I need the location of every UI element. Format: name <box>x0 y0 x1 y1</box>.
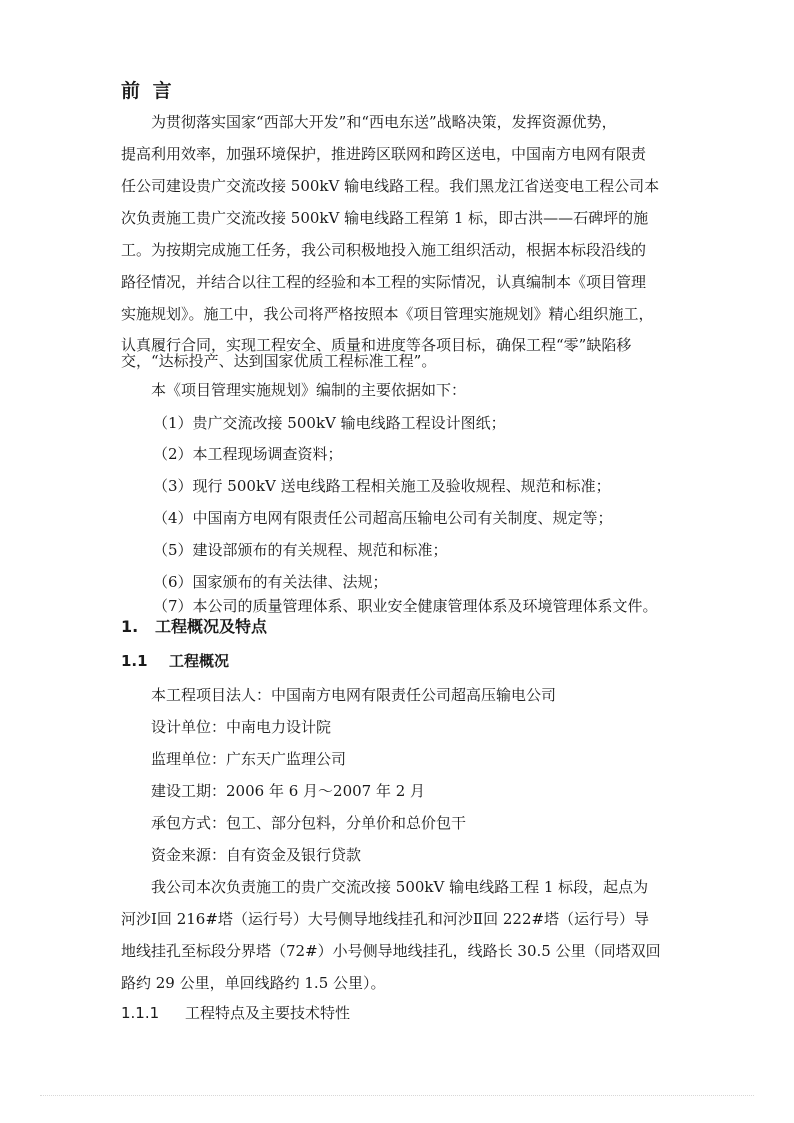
section-1-1-number: 1.1 <box>121 652 148 670</box>
preface-title: 前 言 <box>121 80 175 102</box>
basis-item-4: （4）中国南方电网有限责任公司超高压输电公司有关制度、规定等； <box>153 509 613 527</box>
basis-item-5: （5）建设部颁布的有关规程、规范和标准； <box>153 541 448 559</box>
section-1-title: 工程概况及特点 <box>155 617 268 636</box>
basis-item-3: （3）现行 500kV 送电线路工程相关施工及验收规程、规范和标准； <box>153 477 611 495</box>
preface-line-8: 认真履行合同，实现工程安全、质量和进度等各项目标，确保工程“零”缺陷移 <box>121 336 632 354</box>
section-1-1-1-title: 工程特点及主要技术特性 <box>185 1004 351 1022</box>
section-1-1-heading <box>121 650 229 671</box>
field-design-unit: 设计单位：中南电力设计院 <box>151 718 332 736</box>
section-1-heading <box>121 614 267 637</box>
field-contract-mode: 承包方式：包工、部分包料，分单价和总价包干 <box>151 814 467 832</box>
field-project-owner: 本工程项目法人：中国南方电网有限责任公司超高压输电公司 <box>151 686 557 704</box>
basis-item-6: （6）国家颁布的有关法律、法规； <box>153 573 388 591</box>
scope-line-2: 河沙Ⅰ回 216#塔（运行号）大号侧导地线挂孔和河沙Ⅱ回 222#塔（运行号）导 <box>121 910 650 928</box>
scope-line-3: 地线挂孔至标段分界塔（72#）小号侧导地线挂孔，线路长 30.5 公里（同塔双回 <box>121 942 661 960</box>
preface-line-9: 交，“达标投产、达到国家优质工程标准工程”。 <box>121 352 437 370</box>
preface-line-4: 次负责施工贵广交流改接 500kV 输电线路工程第 1 标，即古洪——石碑坪的施 <box>121 209 649 227</box>
scope-line-1: 我公司本次负责施工的贵广交流改接 500kV 输电线路工程 1 标段，起点为 <box>151 878 649 896</box>
field-supervision-unit: 监理单位：广东天广监理公司 <box>151 750 347 768</box>
section-1-number: 1. <box>121 617 139 636</box>
section-1-1-title: 工程概况 <box>169 652 230 670</box>
basis-item-2: （2）本工程现场调查资料； <box>153 445 343 463</box>
page-divider <box>40 1095 754 1097</box>
basis-item-1: （1）贵广交流改接 500kV 输电线路工程设计图纸； <box>153 414 506 432</box>
preface-line-7: 实施规划》。施工中，我公司将严格按照本《项目管理实施规划》精心组织施工， <box>121 305 654 323</box>
preface-line-2: 提高利用效率，加强环境保护，推进跨区联网和跨区送电，中国南方电网有限责 <box>121 145 647 163</box>
preface-line-5: 工。为按期完成施工任务，我公司积极地投入施工组织活动，根据本标段沿线的 <box>121 241 647 259</box>
section-1-1-1-heading <box>121 1002 350 1023</box>
field-construction-period: 建设工期：2006 年 6 月～2007 年 2 月 <box>151 782 426 800</box>
preface-line-1: 为贯彻落实国家“西部大开发”和“西电东送”战略决策，发挥资源优势， <box>151 113 617 131</box>
preface-line-3: 任公司建设贵广交流改接 500kV 输电线路工程。我们黑龙江省送变电工程公司本 <box>121 177 660 195</box>
section-1-1-1-number: 1.1.1 <box>121 1004 160 1022</box>
basis-intro: 本《项目管理实施规划》编制的主要依据如下： <box>151 381 467 399</box>
preface-line-6: 路径情况，并结合以往工程的经验和本工程的实际情况，认真编制本《项目管理 <box>121 273 647 291</box>
scope-line-4: 路约 29 公里，单回线路约 1.5 公里）。 <box>121 974 386 992</box>
basis-item-7: （7）本公司的质量管理体系、职业安全健康管理体系及环境管理体系文件。 <box>153 597 658 615</box>
field-funding-source: 资金来源：自有资金及银行贷款 <box>151 846 362 864</box>
